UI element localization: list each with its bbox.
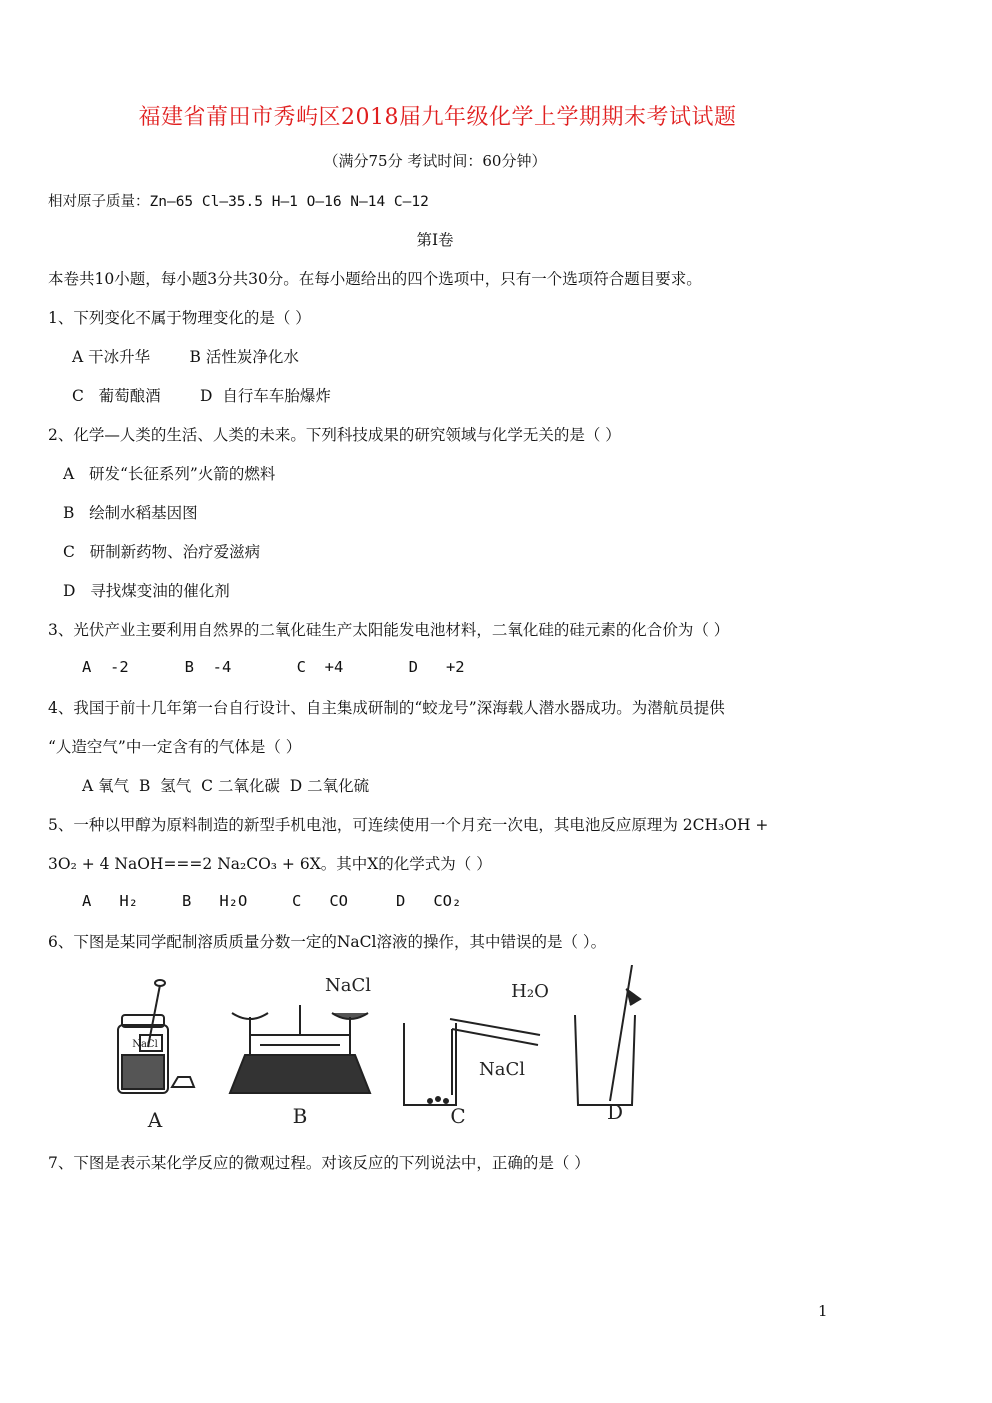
figure-c-salt-label: NaCl [478,1059,526,1080]
figure-a-reagent-jar [118,980,194,1093]
question-2-option-a: A 研发“长征系列”火箭的燃料 [63,465,276,483]
figure-d-stirring [575,965,640,1105]
section-title: 第Ⅰ卷 [416,231,454,249]
question-2-option-d: D 寻找煤变油的催化剂 [63,582,230,600]
question-1-options-a-b: A 干冰升华 B 活性炭净化水 [72,348,299,366]
question-3-options: A -2 B -4 C +4 D +2 [82,658,465,676]
question-2-option-c: C 研制新药物、治疗爱滋病 [63,543,261,561]
atomic-masses: 相对原子质量：Zn—65 Cl—35.5 H—1 O—16 N—14 C—12 [48,194,429,210]
question-5-option-a: A H₂ [82,892,138,910]
question-4-stem-line-2: “人造空气”中一定含有的气体是（ ） [48,738,302,756]
question-1-options-c-d: C 葡萄酿酒 D 自行车车胎爆炸 [72,387,331,405]
figure-b-balance [230,1005,370,1093]
question-4-options: A 氧气 B 氢气 C 二氧化碳 D 二氧化硫 [82,777,370,795]
figure-a-bottle-label: NaCl [132,1039,158,1050]
question-1-stem: 1、下列变化不属于物理变化的是（ ） [48,309,311,327]
question-5-stem-line-2: 3O₂ + 4 NaOH===2 Na₂CO₃ + 6X。其中X的化学式为（ ） [48,855,492,873]
document-title: 福建省莆田市秀屿区2018届九年级化学上学期期末考试试题 [138,105,737,130]
question-5-option-c: C CO [292,892,348,910]
page-number: 1 [818,1302,828,1320]
figure-b-salt-label: NaCl [324,975,372,996]
question-5-option-b: B H₂O [182,892,248,910]
question-6-figure [100,965,700,1135]
question-5-stem-line-1: 5、一种以甲醇为原料制造的新型手机电池，可连续使用一个月充一次电，其电池反应原理为 2CH₃OH + [48,816,769,834]
figure-label-a: A [147,1108,163,1132]
question-2-option-b: B 绘制水稻基因图 [63,504,198,522]
figure-label-d: D [606,1100,624,1124]
figure-c-water-label: H₂O [511,981,549,1002]
question-4-stem-line-1: 4、我国于前十几年第一台自行设计、自主集成研制的“蛟龙号”深海载人潜水器成功。为潜航员提供 [48,699,725,717]
figure-label-c: C [450,1104,466,1128]
question-5-option-d: D CO₂ [396,892,462,910]
question-7-stem: 7、下图是表示某化学反应的微观过程。对该反应的下列说法中，正确的是（ ） [48,1154,590,1172]
exam-subtitle: （满分75分 考试时间：60分钟） [323,152,547,170]
figure-label-b: B [292,1104,308,1128]
question-6-stem: 6、下图是某同学配制溶质质量分数一定的NaCl溶液的操作，其中错误的是（ ）。 [48,933,607,951]
lab-operations-illustration [100,965,700,1135]
question-3-stem: 3、光伏产业主要利用自然界的二氧化硅生产太阳能发电池材料，二氧化硅的硅元素的化合价为（ ） [48,621,730,639]
instructions: 本卷共10小题，每小题3分共30分。在每小题给出的四个选项中，只有一个选项符合题目要求。 [48,270,702,288]
question-2-stem: 2、化学—人类的生活、人类的未来。下列科技成果的研究领域与化学无关的是（ ） [48,426,621,444]
